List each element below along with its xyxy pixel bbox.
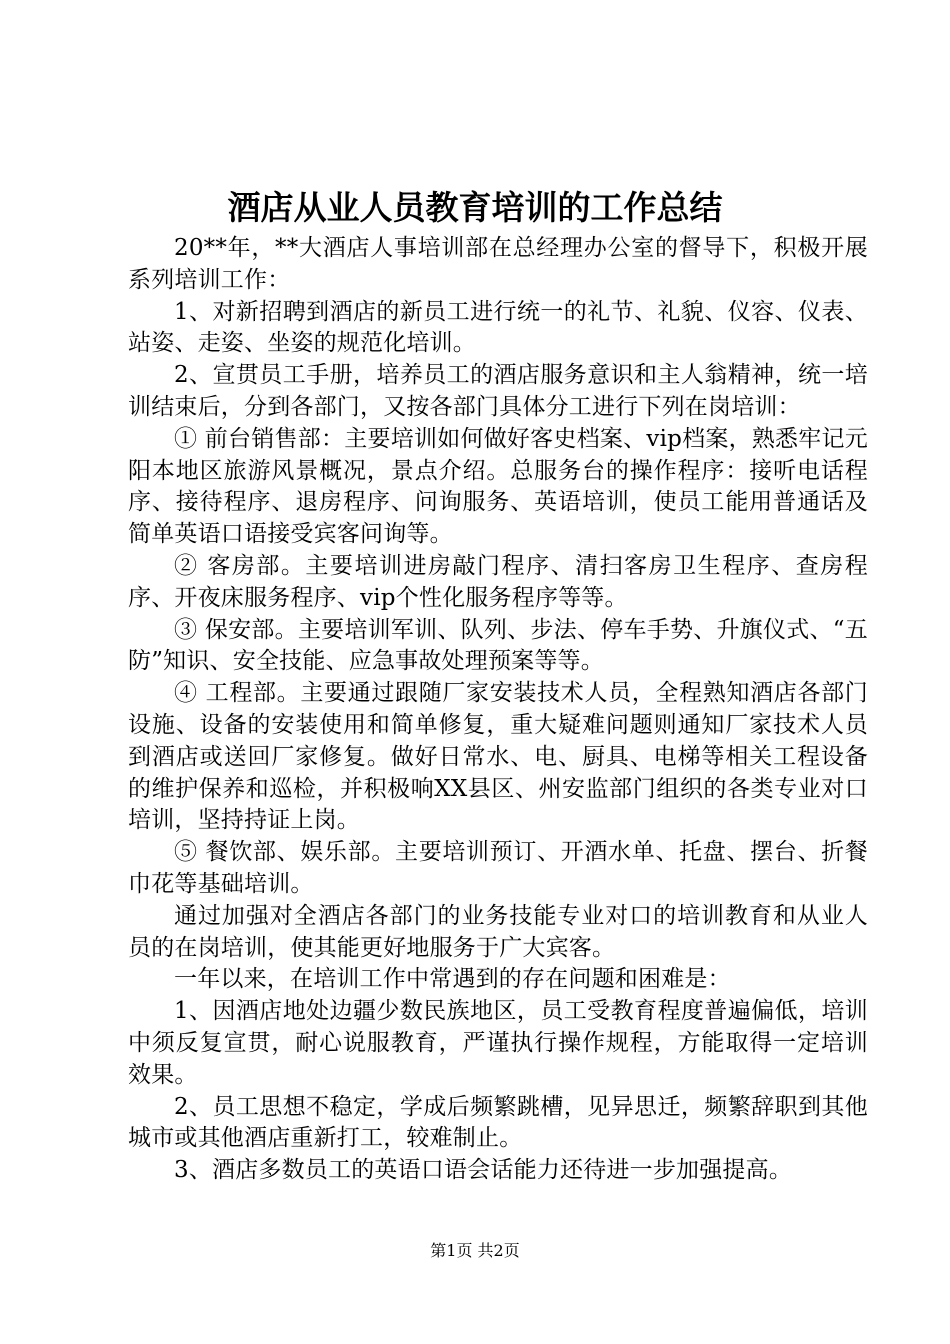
paragraph-item-2: 2、宣贯员工手册，培养员工的酒店服务意识和主人翁精神，统一培训结束后，分到各部门，又按各部门具体分工进行下列在岗培训： (128, 362, 868, 420)
page-footer: 第1页 共2页 (430, 1241, 520, 1260)
paragraph-item-1: 1、对新招聘到酒店的新员工进行统一的礼节、礼貌、仪容、仪表、站姿、走姿、坐姿的规范化培训。 (128, 298, 868, 357)
paragraph-catering: ⑤ 餐饮部、娱乐部。主要培训预订、开酒水单、托盘、摆台、折餐巾花等基础培训。 (128, 839, 868, 897)
paragraph-engineering: ④ 工程部。主要通过跟随厂家安装技术人员，全程熟知酒店各部门设施、设备的安装使用和简单修复，重大疑难问题则通知厂家技术人员到酒店或送回厂家修复。做好日常水、电、厨具、电梯等相关工程设备的维护保养和巡检，并积极响XX县区、州安监部门组织的各类专业对口培训，坚持持证上岗。 (128, 680, 868, 834)
paragraph-front-desk: ① 前台销售部：主要培训如何做好客史档案、vip档案，熟悉牢记元阳本地区旅游风景概况，景点介绍。总服务台的操作程序：接听电话程序、接待程序、退房程序、问询服务、英语培训，使员工能用普通话及简单英语口语接受宾客问询等。 (128, 425, 868, 548)
paragraph-housekeeping: ② 客房部。主要培训进房敲门程序、清扫客房卫生程序、查房程序、开夜床服务程序、vip个性化服务程序等等。 (128, 552, 868, 611)
paragraph-problem-3: 3、酒店多数员工的英语口语会话能力还待进一步加强提高。 (174, 1157, 793, 1184)
paragraph-problems-intro: 一年以来，在培训工作中常遇到的存在问题和困难是： (174, 966, 731, 993)
paragraph-problem-2: 2、员工思想不稳定，学成后频繁跳槽，见异思迁，频繁辞职到其他城市或其他酒店重新打工，较难制止。 (128, 1093, 868, 1152)
document-title: 酒店从业人员教育培训的工作总结 (227, 188, 723, 227)
paragraph-security: ③ 保安部。主要培训军训、队列、步法、停车手势、升旗仪式、“五防”知识、安全技能、应急事故处理预案等等。 (128, 616, 868, 675)
paragraph-intro: 20**年，**大酒店人事培训部在总经理办公室的督导下，积极开展系列培训工作： (128, 235, 868, 293)
paragraph-problem-1: 1、因酒店地处边疆少数民族地区，员工受教育程度普遍偏低，培训中须反复宣贯，耐心说服教育，严谨执行操作规程，方能取得一定培训效果。 (128, 998, 868, 1088)
document-body (128, 233, 868, 1187)
paragraph-summary: 通过加强对全酒店各部门的业务技能专业对口的培训教育和从业人员的在岗培训，使其能更好地服务于广大宾客。 (128, 902, 868, 961)
